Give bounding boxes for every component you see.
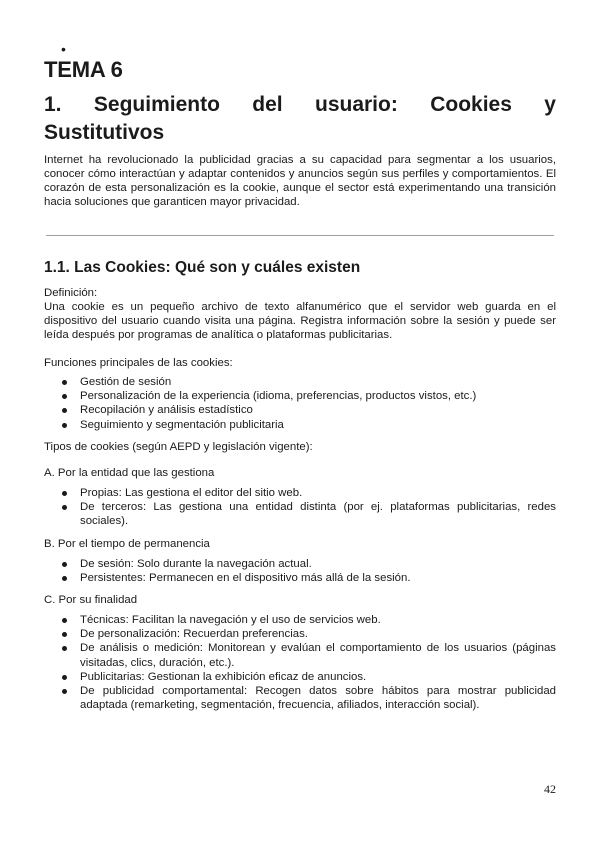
bullet-icon bbox=[62, 618, 67, 623]
list-item: De terceros: Las gestiona una entidad distinta (por ej. plataformas publicitarias, redes sociales). bbox=[44, 500, 556, 528]
list-item: De sesión: Solo durante la navegación actual. bbox=[44, 557, 556, 571]
stray-bullet: • bbox=[61, 41, 66, 57]
bullet-icon bbox=[62, 423, 67, 428]
bullet-icon bbox=[62, 408, 67, 413]
list-item: Recopilación y análisis estadístico bbox=[44, 403, 556, 417]
list-item: Propias: Las gestiona el editor del sitio web. bbox=[44, 486, 556, 500]
bullet-icon bbox=[62, 380, 67, 385]
list-item: De publicidad comportamental: Recogen datos sobre hábitos para mostrar publicidad adaptada (remarketing, segmentación, frecuencia, afiliados, interacción social). bbox=[44, 684, 556, 712]
heading-1-line2: Sustitutivos bbox=[44, 121, 165, 144]
bullet-icon bbox=[62, 632, 67, 637]
horizontal-rule bbox=[46, 235, 554, 236]
heading-word: Seguimiento bbox=[93, 93, 220, 116]
functions-label: Funciones principales de las cookies: bbox=[44, 357, 233, 369]
group-c-list bbox=[44, 613, 556, 712]
heading-word: y bbox=[544, 93, 556, 116]
intro-paragraph: Internet ha revolucionado la publicidad gracias a su capacidad para segmentar a los usuarios, conocer cómo interactúan y adaptar contenidos y anuncios según sus perfiles y comportamientos. El corazón de esta personalización es la cookie, aunque el sector está experimentando una transición hacia soluciones que garanticen mayor privacidad. bbox=[44, 154, 556, 208]
chapter-title: TEMA 6 bbox=[44, 57, 123, 82]
list-item: Seguimiento y segmentación publicitaria bbox=[44, 418, 556, 432]
group-a-label: A. Por la entidad que las gestiona bbox=[44, 467, 215, 479]
bullet-icon bbox=[62, 491, 67, 496]
list-item: Gestión de sesión bbox=[44, 375, 556, 389]
bullet-icon bbox=[62, 562, 67, 567]
list-item: Publicitarias: Gestionan la exhibición eficaz de anuncios. bbox=[44, 670, 556, 684]
heading-word: usuario: bbox=[315, 93, 398, 116]
group-c-label: C. Por su finalidad bbox=[44, 594, 138, 606]
bullet-icon bbox=[62, 576, 67, 581]
group-a-list bbox=[44, 486, 556, 529]
definition-label: Definición: bbox=[44, 287, 98, 299]
list-item: Persistentes: Permanecen en el dispositivo más allá de la sesión. bbox=[44, 571, 556, 585]
group-b-list bbox=[44, 557, 556, 585]
functions-list bbox=[44, 375, 556, 432]
heading-1-line1 bbox=[44, 91, 556, 119]
bullet-icon bbox=[62, 646, 67, 651]
list-item: De personalización: Recuerdan preferencias. bbox=[44, 627, 556, 641]
heading-word: Cookies bbox=[430, 93, 512, 116]
list-item: Personalización de la experiencia (idioma, preferencias, productos vistos, etc.) bbox=[44, 389, 556, 403]
heading-word: 1. bbox=[44, 93, 62, 116]
heading-1 bbox=[44, 91, 556, 147]
heading-word: del bbox=[252, 93, 283, 116]
list-item: De análisis o medición: Monitorean y evalúan el comportamiento de los usuarios (páginas visitadas, clics, duración, etc.). bbox=[44, 641, 556, 669]
bullet-icon bbox=[62, 505, 67, 510]
bullet-icon bbox=[62, 394, 67, 399]
bullet-icon bbox=[62, 675, 67, 680]
definition-text: Una cookie es un pequeño archivo de texto alfanumérico que el servidor web guarda en el dispositivo del usuario cuando visita una página. Registra información sobre la sesión y puede ser leída después por programas de analítica o plataformas publicitarias. bbox=[44, 301, 556, 341]
list-item: Técnicas: Facilitan la navegación y el uso de servicios web. bbox=[44, 613, 556, 627]
types-label: Tipos de cookies (según AEPD y legislación vigente): bbox=[44, 441, 313, 453]
page-number: 42 bbox=[544, 782, 556, 796]
group-b-label: B. Por el tiempo de permanencia bbox=[44, 538, 210, 550]
bullet-icon bbox=[62, 689, 67, 694]
section-heading: 1.1. Las Cookies: Qué son y cuáles existen bbox=[44, 259, 361, 276]
